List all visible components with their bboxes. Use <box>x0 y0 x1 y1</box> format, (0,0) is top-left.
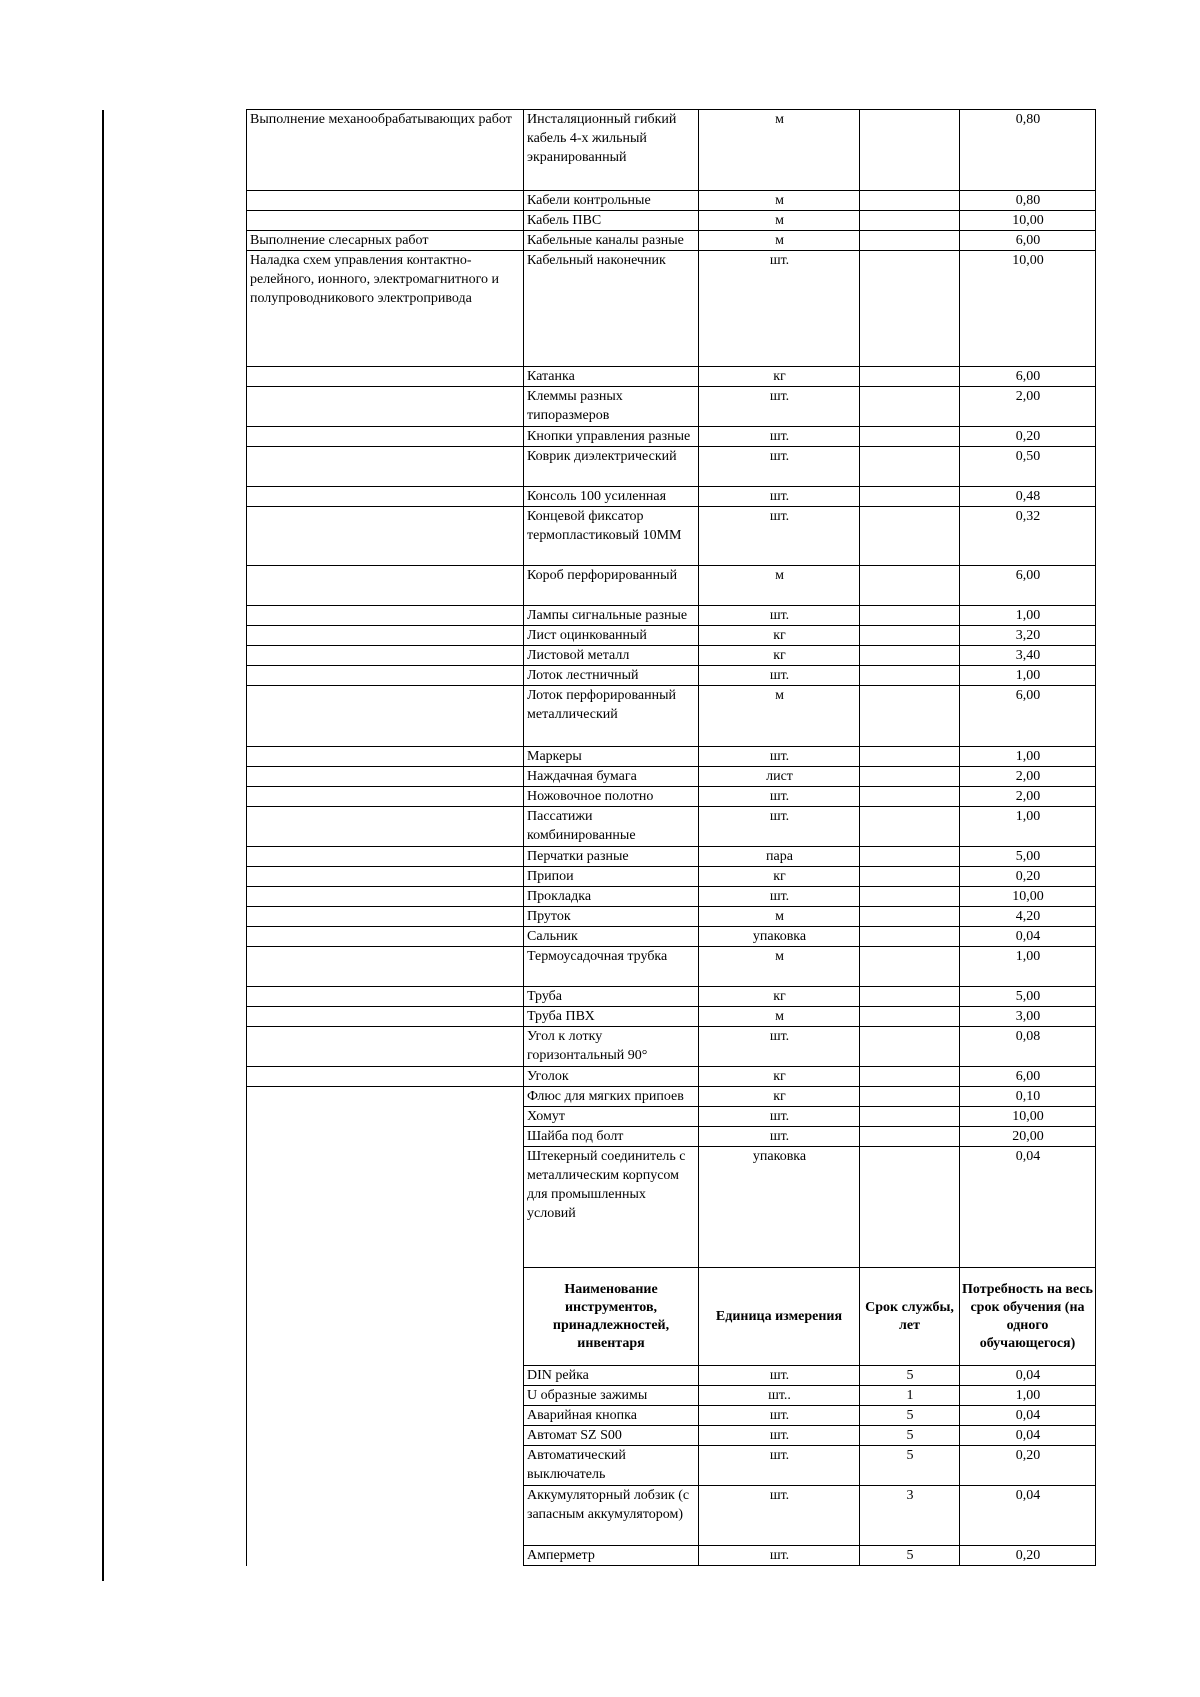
material-need: 0,04 <box>960 927 1096 947</box>
material-life <box>860 447 960 487</box>
material-name: Кнопки управления разные <box>524 427 699 447</box>
material-life <box>860 1007 960 1027</box>
material-name: Клеммы разных типоразмеров <box>524 387 699 427</box>
material-row <box>247 747 1096 767</box>
tool-life: 1 <box>860 1386 960 1406</box>
material-unit: кг <box>699 867 860 887</box>
tool-life: 3 <box>860 1486 960 1546</box>
material-row <box>247 427 1096 447</box>
material-need: 10,00 <box>960 211 1096 231</box>
material-life <box>860 566 960 606</box>
material-unit: упаковка <box>699 1147 860 1268</box>
material-row <box>247 211 1096 231</box>
tools-header-name: Наименование инструментов, принадлежностей, инвентаря <box>524 1268 699 1366</box>
activity-cell <box>247 1027 524 1067</box>
material-life <box>860 646 960 666</box>
material-name: Флюс для мягких припоев <box>524 1087 699 1107</box>
material-unit: шт. <box>699 427 860 447</box>
activity-cell <box>247 787 524 807</box>
activity-label: Выполнение механообрабатывающих работ <box>247 110 524 191</box>
material-need: 0,08 <box>960 1027 1096 1067</box>
tools-header-unit: Единица измерения <box>699 1268 860 1366</box>
material-row <box>247 646 1096 666</box>
material-name: Уголок <box>524 1067 699 1087</box>
material-unit: шт. <box>699 507 860 566</box>
material-life <box>860 427 960 447</box>
material-row <box>247 1027 1096 1067</box>
activity-cell <box>247 686 524 747</box>
material-name: Шайба под болт <box>524 1127 699 1147</box>
material-unit: кг <box>699 1067 860 1087</box>
material-life <box>860 907 960 927</box>
material-unit: м <box>699 211 860 231</box>
material-need: 10,00 <box>960 887 1096 907</box>
tool-life: 5 <box>860 1366 960 1386</box>
tool-need: 0,04 <box>960 1366 1096 1386</box>
material-need: 1,00 <box>960 807 1096 847</box>
material-row <box>247 231 1096 251</box>
material-name: Консоль 100 усиленная <box>524 487 699 507</box>
material-life <box>860 231 960 251</box>
tools-header-need: Потребность на весь срок обучения (на одного обучающегося) <box>960 1268 1096 1366</box>
activity-cell <box>247 927 524 947</box>
material-name: Маркеры <box>524 747 699 767</box>
material-need: 3,40 <box>960 646 1096 666</box>
tools-header-life: Срок службы, лет <box>860 1268 960 1366</box>
material-name: Кабельный наконечник <box>524 251 699 367</box>
material-need: 5,00 <box>960 987 1096 1007</box>
activity-cell <box>247 606 524 626</box>
material-need: 6,00 <box>960 566 1096 606</box>
material-row <box>247 1007 1096 1027</box>
material-need: 1,00 <box>960 666 1096 686</box>
material-name: Труба ПВХ <box>524 1007 699 1027</box>
material-unit: м <box>699 110 860 191</box>
tool-life: 5 <box>860 1546 960 1566</box>
material-row <box>247 566 1096 606</box>
material-name: Труба <box>524 987 699 1007</box>
activity-cell <box>247 211 524 231</box>
material-name: Термоусадочная трубка <box>524 947 699 987</box>
material-need: 10,00 <box>960 251 1096 367</box>
material-unit: шт. <box>699 447 860 487</box>
activity-cell <box>247 807 524 847</box>
material-unit: шт. <box>699 1107 860 1127</box>
material-unit: упаковка <box>699 927 860 947</box>
material-life <box>860 807 960 847</box>
material-row <box>247 666 1096 686</box>
material-life <box>860 1027 960 1067</box>
tool-need: 1,00 <box>960 1386 1096 1406</box>
material-unit: кг <box>699 646 860 666</box>
material-row <box>247 387 1096 427</box>
material-life <box>860 1087 960 1107</box>
material-row <box>247 1067 1096 1087</box>
material-name: Лоток лестничный <box>524 666 699 686</box>
material-name: Угол к лотку горизонтальный 90° <box>524 1027 699 1067</box>
material-unit: м <box>699 231 860 251</box>
material-name: Короб перфорированный <box>524 566 699 606</box>
material-unit: шт. <box>699 666 860 686</box>
material-name: Штекерный соединитель с металлическим корпусом для промышленных условий <box>524 1147 699 1268</box>
tool-unit: шт. <box>699 1426 860 1446</box>
material-unit: шт. <box>699 251 860 367</box>
materials-table <box>246 109 1096 1566</box>
material-name: Листовой металл <box>524 646 699 666</box>
activity-cell <box>247 191 524 211</box>
material-need: 6,00 <box>960 686 1096 747</box>
activity-cell <box>247 566 524 606</box>
material-unit: шт. <box>699 487 860 507</box>
material-unit: кг <box>699 367 860 387</box>
material-unit: м <box>699 686 860 747</box>
material-name: Сальник <box>524 927 699 947</box>
material-row <box>247 847 1096 867</box>
material-need: 0,04 <box>960 1147 1096 1268</box>
material-row <box>247 787 1096 807</box>
tool-unit: шт. <box>699 1546 860 1566</box>
material-life <box>860 1107 960 1127</box>
material-life <box>860 487 960 507</box>
activity-cell <box>247 847 524 867</box>
material-row <box>247 907 1096 927</box>
activity-cell <box>247 1007 524 1027</box>
activity-cell <box>247 367 524 387</box>
material-life <box>860 927 960 947</box>
material-need: 0,80 <box>960 191 1096 211</box>
material-row <box>247 1087 1096 1107</box>
material-name: Прокладка <box>524 887 699 907</box>
activity-cell <box>247 626 524 646</box>
material-unit: шт. <box>699 606 860 626</box>
tool-need: 0,04 <box>960 1426 1096 1446</box>
activity-cell <box>247 947 524 987</box>
material-life <box>860 686 960 747</box>
material-need: 0,32 <box>960 507 1096 566</box>
tool-name: U образные зажимы <box>524 1386 699 1406</box>
tool-unit: шт. <box>699 1486 860 1546</box>
material-need: 20,00 <box>960 1127 1096 1147</box>
material-row <box>247 626 1096 646</box>
material-need: 2,00 <box>960 767 1096 787</box>
tool-name: Аварийная кнопка <box>524 1406 699 1426</box>
material-unit: шт. <box>699 747 860 767</box>
material-row <box>247 191 1096 211</box>
activity-cell <box>247 887 524 907</box>
material-life <box>860 626 960 646</box>
material-need: 1,00 <box>960 947 1096 987</box>
material-name: Коврик диэлектрический <box>524 447 699 487</box>
material-unit: шт. <box>699 887 860 907</box>
material-row <box>247 507 1096 566</box>
material-unit: шт. <box>699 387 860 427</box>
tool-name: Автоматический выключатель <box>524 1446 699 1486</box>
tool-name: Автомат SZ S00 <box>524 1426 699 1446</box>
material-unit: м <box>699 191 860 211</box>
material-need: 3,00 <box>960 1007 1096 1027</box>
material-life <box>860 606 960 626</box>
material-unit: шт. <box>699 1127 860 1147</box>
material-need: 1,00 <box>960 606 1096 626</box>
tool-name: Амперметр <box>524 1546 699 1566</box>
material-name: Припои <box>524 867 699 887</box>
material-row <box>247 110 1096 191</box>
activity-cell <box>247 747 524 767</box>
material-unit: шт. <box>699 787 860 807</box>
material-unit: м <box>699 947 860 987</box>
material-name: Лоток перфорированный металлический <box>524 686 699 747</box>
material-row <box>247 807 1096 847</box>
material-need: 0,20 <box>960 867 1096 887</box>
material-life <box>860 387 960 427</box>
material-name: Наждачная бумага <box>524 767 699 787</box>
activity-cell <box>247 507 524 566</box>
tool-unit: шт. <box>699 1406 860 1426</box>
material-need: 2,00 <box>960 387 1096 427</box>
tool-name: DIN рейка <box>524 1366 699 1386</box>
tool-unit: шт.. <box>699 1386 860 1406</box>
material-row <box>247 947 1096 987</box>
material-life <box>860 787 960 807</box>
material-life <box>860 887 960 907</box>
activity-cell <box>247 427 524 447</box>
material-name: Концевой фиксатор термопластиковый 10ММ <box>524 507 699 566</box>
tool-need: 0,20 <box>960 1546 1096 1566</box>
material-name: Катанка <box>524 367 699 387</box>
material-name: Кабельные каналы разные <box>524 231 699 251</box>
material-name: Лист оцинкованный <box>524 626 699 646</box>
material-name: Кабели контрольные <box>524 191 699 211</box>
material-life <box>860 211 960 231</box>
material-life <box>860 1067 960 1087</box>
activity-cell <box>247 1067 524 1087</box>
activity-cell <box>247 987 524 1007</box>
material-life <box>860 507 960 566</box>
material-name: Кабель ПВС <box>524 211 699 231</box>
material-need: 0,48 <box>960 487 1096 507</box>
material-life <box>860 847 960 867</box>
page-left-rule <box>102 110 104 1581</box>
material-need: 10,00 <box>960 1107 1096 1127</box>
material-life <box>860 367 960 387</box>
material-need: 5,00 <box>960 847 1096 867</box>
material-need: 6,00 <box>960 367 1096 387</box>
tool-life: 5 <box>860 1426 960 1446</box>
material-name: Хомут <box>524 1107 699 1127</box>
activity-label: Выполнение слесарных работ <box>247 231 524 251</box>
material-need: 6,00 <box>960 1067 1096 1087</box>
material-life <box>860 110 960 191</box>
material-row <box>247 447 1096 487</box>
material-life <box>860 867 960 887</box>
material-name: Пассатижи комбинированные <box>524 807 699 847</box>
material-unit: пара <box>699 847 860 867</box>
material-need: 6,00 <box>960 231 1096 251</box>
material-life <box>860 1127 960 1147</box>
material-row <box>247 867 1096 887</box>
material-unit: шт. <box>699 807 860 847</box>
material-unit: м <box>699 907 860 927</box>
activity-cell <box>247 867 524 887</box>
tool-life: 5 <box>860 1406 960 1426</box>
material-row <box>247 927 1096 947</box>
tool-need: 0,04 <box>960 1406 1096 1426</box>
material-unit: кг <box>699 1087 860 1107</box>
material-need: 1,00 <box>960 747 1096 767</box>
material-unit: м <box>699 1007 860 1027</box>
activity-cell <box>247 487 524 507</box>
material-need: 0,80 <box>960 110 1096 191</box>
activity-cell <box>247 907 524 927</box>
activity-cell <box>247 666 524 686</box>
material-need: 0,10 <box>960 1087 1096 1107</box>
activity-cell <box>247 447 524 487</box>
material-need: 3,20 <box>960 626 1096 646</box>
tool-need: 0,20 <box>960 1446 1096 1486</box>
material-row <box>247 767 1096 787</box>
material-need: 4,20 <box>960 907 1096 927</box>
material-unit: кг <box>699 987 860 1007</box>
material-name: Перчатки разные <box>524 847 699 867</box>
material-row <box>247 987 1096 1007</box>
material-life <box>860 767 960 787</box>
activity-cell <box>247 767 524 787</box>
tool-unit: шт. <box>699 1366 860 1386</box>
material-row <box>247 251 1096 367</box>
material-life <box>860 1147 960 1268</box>
activity-cell <box>247 387 524 427</box>
activity-label: Наладка схем управления контактно-релейного, ионного, электромагнитного и полупроводникового электропривода <box>247 251 524 367</box>
material-unit: лист <box>699 767 860 787</box>
material-row <box>247 887 1096 907</box>
material-life <box>860 987 960 1007</box>
material-unit: шт. <box>699 1027 860 1067</box>
material-name: Пруток <box>524 907 699 927</box>
material-need: 0,50 <box>960 447 1096 487</box>
material-row <box>247 606 1096 626</box>
tool-life: 5 <box>860 1446 960 1486</box>
material-life <box>860 747 960 767</box>
material-life <box>860 666 960 686</box>
tool-name: Аккумуляторный лобзик (с запасным аккумулятором) <box>524 1486 699 1546</box>
material-row <box>247 686 1096 747</box>
material-unit: кг <box>699 626 860 646</box>
material-name: Ножовочное полотно <box>524 787 699 807</box>
material-need: 2,00 <box>960 787 1096 807</box>
material-life <box>860 947 960 987</box>
tool-need: 0,04 <box>960 1486 1096 1546</box>
material-row <box>247 487 1096 507</box>
material-name: Лампы сигнальные разные <box>524 606 699 626</box>
material-need: 0,20 <box>960 427 1096 447</box>
material-row <box>247 367 1096 387</box>
materials-table-body <box>247 110 1096 1566</box>
material-name: Инсталяционный гибкий кабель 4-х жильный экранированный <box>524 110 699 191</box>
tool-unit: шт. <box>699 1446 860 1486</box>
material-life <box>860 251 960 367</box>
activity-cell <box>247 1087 524 1566</box>
material-unit: м <box>699 566 860 606</box>
activity-cell <box>247 646 524 666</box>
material-life <box>860 191 960 211</box>
